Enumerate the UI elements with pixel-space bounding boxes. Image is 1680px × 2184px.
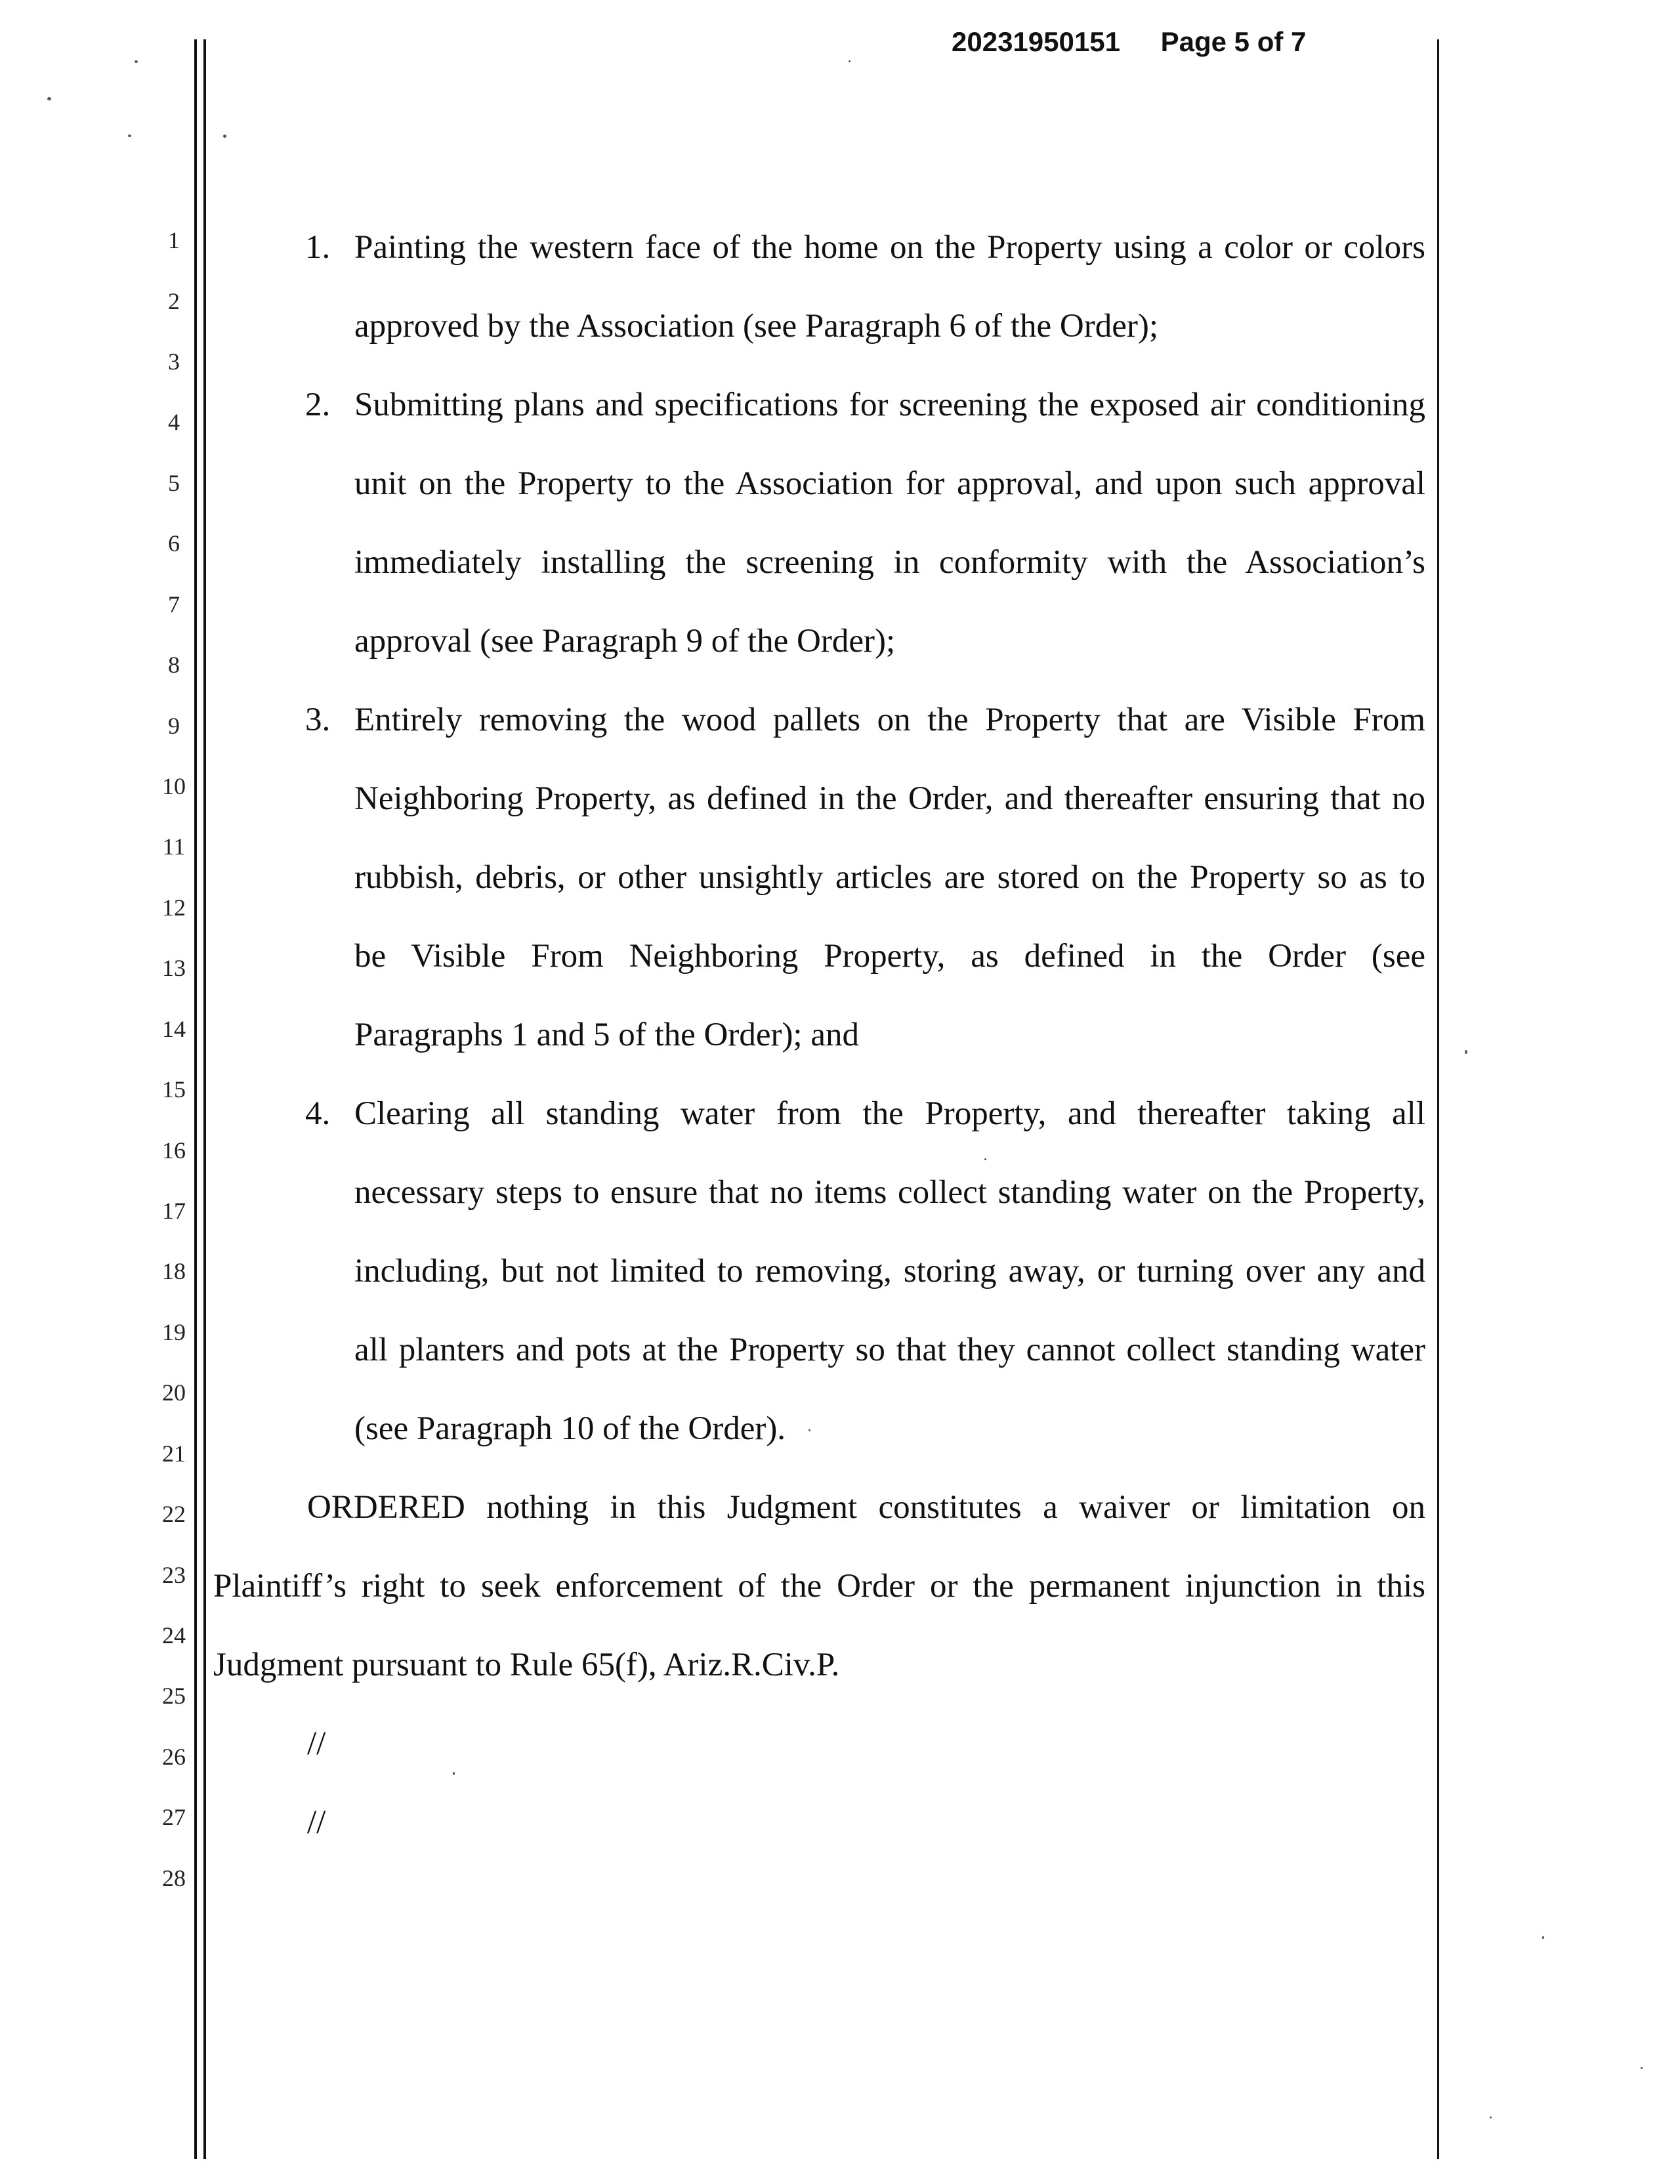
line-number: 14 <box>162 1016 186 1042</box>
line-number: 13 <box>162 955 186 981</box>
line-number: 20 <box>162 1379 186 1406</box>
body-text-line: approved by the Association (see Paragraph 6 of the Order); <box>354 308 1159 345</box>
continuation-mark: // <box>307 1804 326 1841</box>
body-text-line: unit on the Property to the Association for approval, and upon such approval <box>354 465 1425 502</box>
line-number: 2 <box>168 288 180 314</box>
body-text-line: Painting the western face of the home on the Property using a color or colors <box>354 229 1425 266</box>
line-number: 17 <box>162 1198 186 1224</box>
document-number: 20231950151 <box>952 26 1120 57</box>
line-number: 25 <box>162 1683 186 1709</box>
scan-speck <box>1542 1936 1544 1939</box>
scan-speck <box>1490 2116 1492 2118</box>
line-number: 16 <box>162 1137 186 1164</box>
line-number: 7 <box>168 591 180 618</box>
scan-speck <box>128 135 131 137</box>
line-number: 28 <box>162 1865 186 1891</box>
line-number: 18 <box>162 1258 186 1284</box>
body-text-line: be Visible From Neighboring Property, as defined in the Order (see <box>354 938 1425 975</box>
scan-speck <box>223 135 226 138</box>
list-item-number: 1. <box>305 229 331 266</box>
body-text-line: all planters and pots at the Property so that they cannot collect standing water <box>354 1332 1425 1368</box>
scan-speck <box>808 1429 810 1431</box>
list-item-number: 2. <box>305 387 331 423</box>
body-text-line: Judgment pursuant to Rule 65(f), Ariz.R.Civ.P. <box>213 1647 840 1683</box>
line-number: 24 <box>162 1622 186 1648</box>
line-number: 5 <box>168 470 180 496</box>
right-margin-rule <box>1437 39 1439 2159</box>
body-text-line: (see Paragraph 10 of the Order). <box>354 1410 786 1447</box>
body-text-line: Paragraphs 1 and 5 of the Order); and <box>354 1017 859 1053</box>
body-text-line: Submitting plans and specifications for screening the exposed air conditioning <box>354 387 1425 423</box>
list-item-number: 4. <box>305 1095 331 1132</box>
scan-speck <box>1465 1050 1467 1054</box>
body-text-line: approval (see Paragraph 9 of the Order); <box>354 623 896 660</box>
line-number: 1 <box>168 227 180 253</box>
line-number: 12 <box>162 894 186 921</box>
body-text-line: including, but not limited to removing, storing away, or turning over any and <box>354 1253 1425 1290</box>
line-number: 19 <box>162 1319 186 1345</box>
line-number: 8 <box>168 652 180 678</box>
page-indicator: Page 5 of 7 <box>1160 26 1307 57</box>
line-number: 23 <box>162 1562 186 1588</box>
body-text-line: Clearing all standing water from the Property, and thereafter taking all <box>354 1095 1425 1132</box>
line-number: 10 <box>162 773 186 799</box>
body-text-line: Plaintiff’s right to seek enforcement of the Order or the permanent injunction in this <box>213 1568 1425 1605</box>
scan-speck <box>984 1158 986 1160</box>
scan-speck <box>47 97 51 100</box>
scan-speck <box>453 1772 455 1775</box>
continuation-mark: // <box>307 1725 326 1762</box>
body-text-line: rubbish, debris, or other unsightly articles are stored on the Property so as to <box>354 859 1425 896</box>
body-text-line: immediately installing the screening in conformity with the Association’s <box>354 544 1425 581</box>
body-text-line: ORDERED nothing in this Judgment constitutes a waiver or limitation on <box>307 1489 1425 1526</box>
line-number: 15 <box>162 1076 186 1102</box>
line-number: 11 <box>162 833 186 860</box>
body-text-line: necessary steps to ensure that no items collect standing water on the Property, <box>354 1174 1425 1211</box>
line-number: 26 <box>162 1744 186 1770</box>
line-number: 21 <box>162 1440 186 1467</box>
line-number: 22 <box>162 1501 186 1527</box>
scan-speck <box>135 60 138 63</box>
body-text-line: Neighboring Property, as defined in the Order, and thereafter ensuring that no <box>354 780 1425 817</box>
line-number: 4 <box>168 409 180 435</box>
scan-speck <box>849 60 850 62</box>
line-number: 27 <box>162 1804 186 1830</box>
page-header <box>952 26 1306 58</box>
body-text-line: Entirely removing the wood pallets on the Property that are Visible From <box>354 702 1425 738</box>
scan-speck <box>1641 2067 1643 2069</box>
line-number: 9 <box>168 713 180 739</box>
line-number: 3 <box>168 348 180 375</box>
list-item-number: 3. <box>305 702 331 738</box>
line-number: 6 <box>168 530 180 556</box>
